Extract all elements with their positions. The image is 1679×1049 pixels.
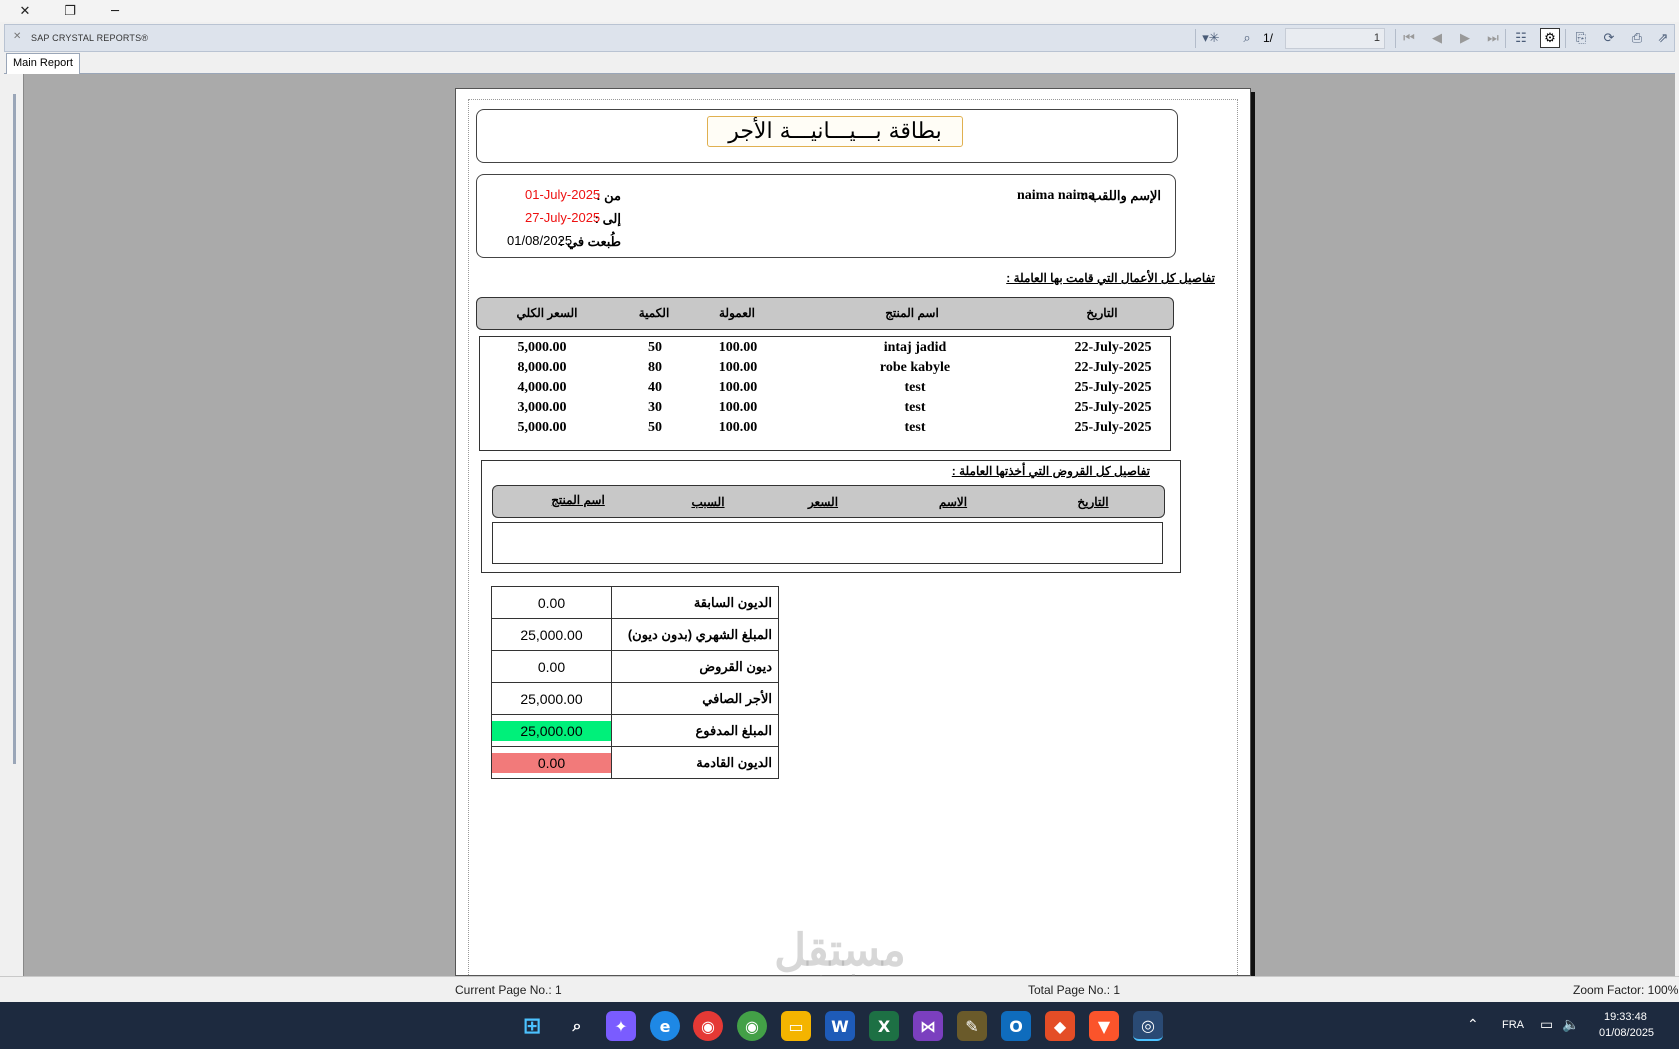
group-tree-splitter[interactable] [13,94,16,764]
to-label: إلى : [594,211,621,226]
current-page-status: Current Page No.: 1 [455,983,562,997]
language-indicator[interactable]: FRA [1502,1019,1524,1031]
app-name: SAP CRYSTAL REPORTS® [31,33,149,43]
works-section-title: تفاصيل كل الأعمال التي قامت بها العاملة : [1006,271,1215,285]
export-chart-icon[interactable]: ⇗ [1657,30,1669,46]
file-explorer-icon[interactable]: ▭ [781,1011,811,1041]
cell-quantity: 80 [648,360,662,375]
cell-product: test [904,400,926,415]
monthly-value: 25,000.00 [492,619,612,651]
prev-debts-label: الديون السابقة [612,587,779,619]
export-icon[interactable]: ⎘ [1575,30,1587,46]
works-header [476,297,1174,330]
chevron-up-icon[interactable]: ⌃ [1467,1016,1479,1032]
table-row [480,400,1170,420]
last-page-icon[interactable]: ⏭ [1487,30,1499,46]
monthly-label: المبلغ الشهري (بدون ديون) [612,619,779,651]
brave-icon[interactable]: ▼ [1089,1011,1119,1041]
cell-quantity: 50 [648,420,662,435]
printed-label: طُبعت في : [559,234,621,249]
toolbar-separator [1195,29,1196,48]
taskbar [0,1002,1679,1049]
cell-product: intaj jadid [883,340,947,355]
network-icon[interactable]: ▭ [1540,1016,1554,1032]
table-row [480,420,1170,440]
loans-col-price: السعر [807,495,839,509]
printed-value: 01/08/2025 [507,233,573,248]
toolbar-separator [1505,29,1506,48]
prev-debts-value: 0.00 [492,587,612,619]
edge-icon[interactable]: e [650,1011,680,1041]
table-row [492,715,779,747]
print-icon[interactable]: ⎙ [1631,30,1643,46]
restore-button[interactable]: ❐ [64,3,76,19]
cell-total: 4,000.00 [517,380,567,395]
cell-total: 3,000.00 [517,400,567,415]
loans-table-body [492,522,1163,564]
cell-total: 5,000.00 [517,340,567,355]
outlook-icon[interactable]: O [1001,1011,1031,1041]
total-page-status: Total Page No.: 1 [1028,983,1121,997]
to-value: 27-July-2025 [525,210,601,225]
search-icon[interactable]: ⌕ [572,1016,582,1035]
chrome-icon[interactable]: ◉ [693,1011,723,1041]
loans-col-product: اسم المنتج [551,493,605,507]
start-icon[interactable]: ⊞ [522,1013,542,1039]
title-box [476,109,1178,163]
copilot-icon[interactable]: ✦ [606,1011,636,1041]
excel-icon[interactable]: X [869,1011,899,1041]
loans-section [481,460,1181,573]
minimize-button[interactable]: ─ [111,3,119,19]
cell-date: 25-July-2025 [1074,400,1152,415]
refresh-icon[interactable]: ⟳ [1603,30,1615,46]
works-col-commission: العمولة [718,306,755,320]
next-page-icon[interactable]: ▶ [1460,30,1470,46]
cell-commission: 100.00 [718,420,758,435]
next-debts-value: 0.00 [492,753,611,773]
find-icon[interactable]: ⌕ [1243,30,1251,46]
loans-col-name: الاسم [938,495,968,509]
prev-page-icon[interactable]: ◀ [1432,30,1442,46]
cell-date: 22-July-2025 [1074,360,1152,375]
works-col-product: اسم المنتج [885,306,939,320]
report-title: بطاقة بـــيـــانيـــة الأجر [707,116,963,147]
page-number-input[interactable]: 1 [1285,28,1385,49]
loans-section-title: تفاصيل كل القروض التي أخذتها العاملة : [951,464,1150,478]
table-row [492,619,779,651]
anydesk-icon[interactable]: ◆ [1045,1011,1075,1041]
first-page-icon[interactable]: ⏮ [1403,30,1415,46]
cell-product: test [904,420,926,435]
zoom-dropdown-icon[interactable]: ▾✳ [1202,30,1220,46]
loans-header [492,485,1165,518]
volume-icon[interactable]: 🔈 [1562,1016,1580,1032]
toolbar-separator [1565,29,1566,48]
table-row [480,360,1170,380]
report-canvas[interactable] [23,74,1675,976]
cell-quantity: 30 [648,400,662,415]
parameters-icon[interactable]: ⚙ [1540,28,1560,48]
page-border [468,99,1238,979]
paid-value: 25,000.00 [492,721,611,741]
cell-total: 5,000.00 [517,420,567,435]
cell-total: 8,000.00 [517,360,567,375]
window-title-bar [0,0,1679,22]
cell-date: 22-July-2025 [1074,340,1152,355]
cell-commission: 100.00 [718,340,758,355]
table-row [492,747,779,779]
table-row [480,380,1170,400]
clock-time[interactable]: 19:33:48 [1604,1011,1647,1023]
report-tabs [4,52,1675,74]
employee-info-box [476,174,1176,258]
group-tree-icon[interactable]: ☷ [1515,30,1527,46]
cell-commission: 100.00 [718,360,758,375]
clock-date[interactable]: 01/08/2025 [1599,1027,1655,1039]
crystal-reports-icon[interactable]: ◎ [1133,1011,1163,1041]
cell-commission: 100.00 [718,380,758,395]
loans-col-reason: السبب [691,495,725,509]
table-row [480,340,1170,360]
works-col-total: السعر الكلي [516,306,578,320]
table-row [492,651,779,683]
name-label: الإسم واللقب : [1081,188,1161,203]
paid-label: المبلغ المدفوع [612,715,779,747]
close-icon[interactable]: ✕ [13,31,22,42]
net-label: الأجر الصافي [612,683,779,715]
cell-date: 25-July-2025 [1074,380,1152,395]
net-value: 25,000.00 [492,683,612,715]
cell-quantity: 40 [648,380,662,395]
visual-studio-icon[interactable]: ⋈ [913,1011,943,1041]
zoom-status: Zoom Factor: 100% [1573,983,1679,997]
cell-product: robe kabyle [879,360,951,375]
works-col-date: التاريخ [1086,306,1118,320]
table-row [492,587,779,619]
cell-date: 25-July-2025 [1074,420,1152,435]
next-debts-label: الديون القادمة [612,747,779,779]
report-page [455,88,1251,976]
cell-quantity: 50 [648,340,662,355]
close-button[interactable]: ✕ [19,3,31,19]
chrome-profile-icon[interactable]: ◉ [737,1011,767,1041]
name-value: naima naima [1017,188,1096,203]
summary-table [491,586,779,779]
cell-product: test [904,380,926,395]
status-bar [0,976,1679,1002]
loans-col-date: التاريخ [1077,495,1109,509]
tab-main-report[interactable]: Main Report [6,53,80,74]
works-table [479,336,1171,451]
from-value: 01-July-2025 [525,187,601,202]
table-row [492,683,779,715]
watermark-text: مستقل [774,926,906,975]
works-col-quantity: الكمية [638,306,670,320]
word-icon[interactable]: W [825,1011,855,1041]
cell-commission: 100.00 [718,400,758,415]
tools-icon[interactable]: ✎ [957,1011,987,1041]
page-of-label: 1/ [1263,31,1274,45]
from-label: من : [596,188,621,203]
toolbar-separator [1395,29,1396,48]
loan-debts-label: ديون القروض [612,651,779,683]
loan-debts-value: 0.00 [492,651,612,683]
report-toolbar [4,24,1675,52]
report-viewer [4,74,1675,976]
